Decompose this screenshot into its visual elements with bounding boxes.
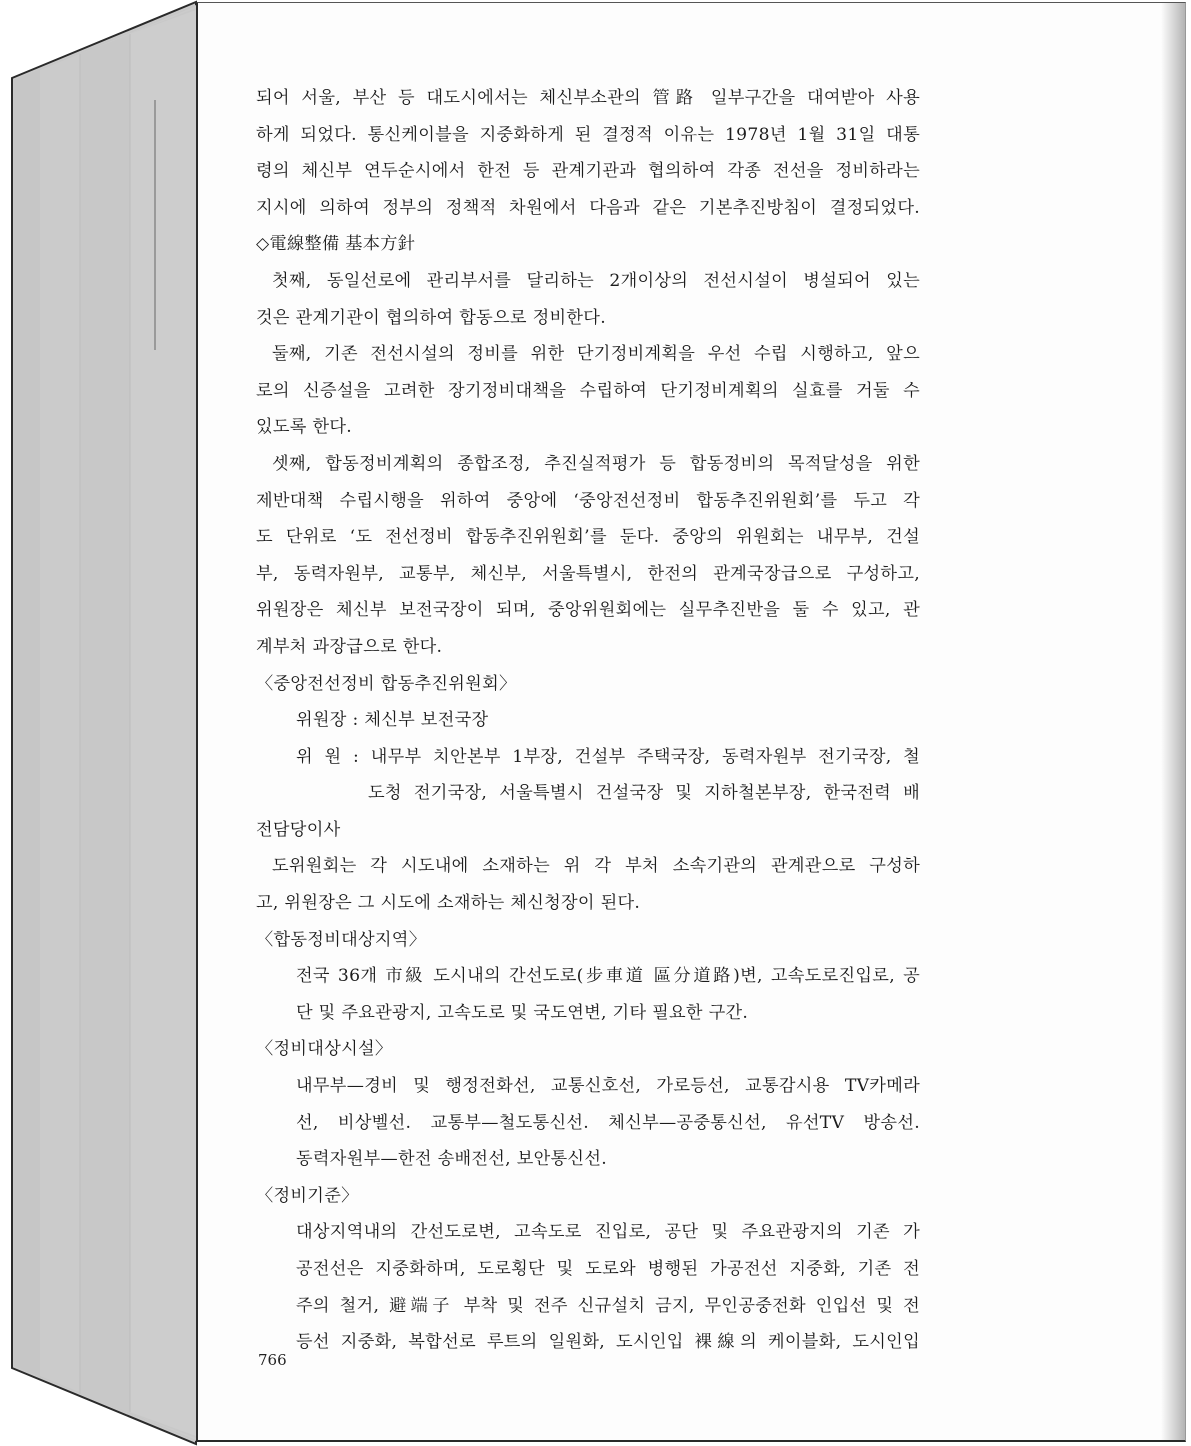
page-edge-shadow xyxy=(1161,3,1185,1440)
text-line: 대상지역내의 간선도로변, 고속도로 진입로, 공단 및 주요관광지의 기존 가 xyxy=(296,1222,920,1243)
text-line: 도 단위로 ‘도 전선정비 합동추진위원회’를 둔다. 중앙의 위원회는 내무부, 건설 xyxy=(256,527,920,548)
text-line: 전담당이사 xyxy=(256,819,341,840)
text-line: 것은 관계기관이 협의하여 합동으로 정비한다. xyxy=(256,307,606,328)
text-line: 계부처 과장급으로 한다. xyxy=(256,636,443,657)
text-line: 위원장은 체신부 보전국장이 되며, 중앙위원회에는 실무추진반을 둘 수 있고, 관 xyxy=(256,600,920,621)
text-line: 주의 철거, 避端子 부착 및 전주 신규설치 금지, 무인공중전화 인입선 및 전 xyxy=(296,1295,920,1316)
text-line: 도청 전기국장, 서울특별시 건설국장 및 지하철본부장, 한국전력 배 xyxy=(368,783,920,804)
text-line: 로의 신증설을 고려한 장기정비대책을 수립하여 단기정비계획의 실효를 거둘 수 xyxy=(256,380,920,401)
text-line: 공전선은 지중화하며, 도로횡단 및 도로와 병행된 가공전선 지중화, 기존 전 xyxy=(296,1259,920,1279)
text-line: 첫째, 동일선로에 관리부서를 달리하는 2개이상의 전선시설이 병설되어 있는 xyxy=(272,270,920,291)
text-line: 있도록 한다. xyxy=(256,417,353,438)
section-heading: 〈합동정비대상지역〉 xyxy=(256,929,427,950)
text-line: 도위원회는 각 시도내에 소재하는 위 각 부처 소속기관의 관계관으로 구성하 xyxy=(272,856,920,877)
text-line: 전국 36개 市級 도시내의 간선도로(步車道 區分道路)변, 고속도로진입로, 공 xyxy=(296,966,920,987)
text-line: 위 원 : 내무부 치안본부 1부장, 건설부 주택국장, 동력자원부 전기국장, 철 xyxy=(296,746,920,767)
section-heading: 〈정비대상시설〉 xyxy=(256,1039,393,1060)
text-line: 제반대책 수립시행을 위하여 중앙에 ‘중앙전선정비 합동추진위원회’를 두고 각 xyxy=(256,490,920,511)
text-line: 되어 서울, 부산 등 대도시에서는 체신부소관의 管路 일부구간을 대여받아 사용 xyxy=(256,88,920,108)
text-line: 령의 체신부 연두순시에서 한전 등 관계기관과 협의하여 각종 전선을 정비하라는 xyxy=(256,161,920,182)
text-line: 셋째, 합동정비계획의 종합조정, 추진실적평가 등 합동정비의 목적달성을 위한 xyxy=(272,453,920,474)
text-line: 등선 지중화, 복합선로 루트의 일원화, 도시인입 裸線의 케이블화, 도시인입 xyxy=(296,1332,920,1353)
text-line: 위원장 : 체신부 보전국장 xyxy=(296,710,489,731)
section-heading: 〈중앙전선정비 합동추진위원회〉 xyxy=(256,673,517,694)
text-line: 지시에 의하여 정부의 정책적 차원에서 다음과 같은 기본추진방침이 결정되었다. xyxy=(256,197,920,218)
text-line: 선, 비상벨선. 교통부—철도통신선. 체신부—공중통신선, 유선TV 방송선. xyxy=(296,1112,920,1133)
page-number: 766 xyxy=(258,1351,287,1369)
section-heading: 〈정비기준〉 xyxy=(256,1185,359,1206)
body-text xyxy=(256,80,920,1361)
text-line: 단 및 주요관광지, 고속도로 및 국도연변, 기타 필요한 구간. xyxy=(296,1002,749,1023)
text-line: 둘째, 기존 전선시설의 정비를 위한 단기정비계획을 우선 수립 시행하고, 앞으 xyxy=(272,344,920,365)
text-line: 하게 되었다. 통신케이블을 지중화하게 된 결정적 이유는 1978년 1월 31일 대통 xyxy=(256,124,920,145)
text-line: 동력자원부—한전 송배전선, 보안통신선. xyxy=(296,1149,607,1170)
section-heading: ◇電線整備 基本方針 xyxy=(256,234,416,255)
text-line: 부, 동력자원부, 교통부, 체신부, 서울특별시, 한전의 관계국장급으로 구성하고, xyxy=(256,563,920,584)
text-line: 고, 위원장은 그 시도에 소재하는 체신청장이 된다. xyxy=(256,893,641,914)
text-line: 내무부—경비 및 행정전화선, 교통신호선, 가로등선, 교통감시용 TV카메라 xyxy=(296,1076,920,1097)
